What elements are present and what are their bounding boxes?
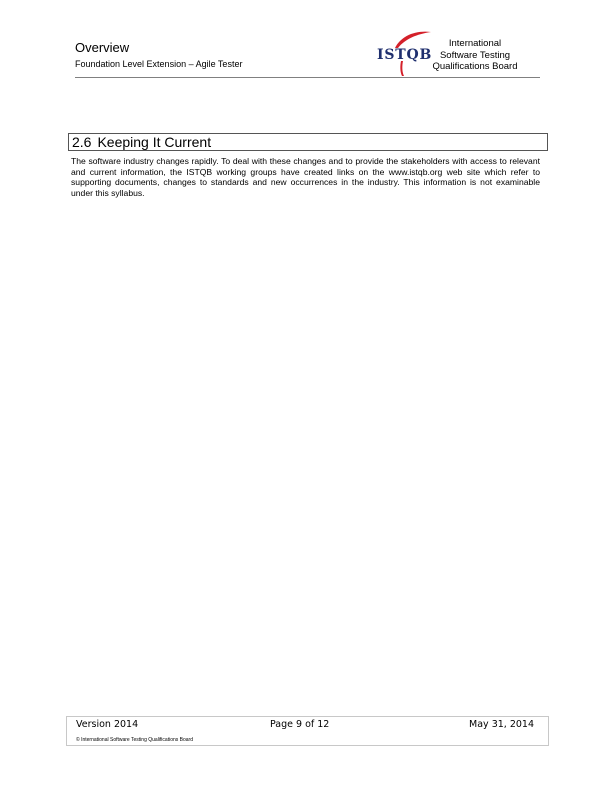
section-heading-box [68,133,548,151]
footer-page-number: Page 9 of 12 [270,719,330,730]
footer-version: Version 2014 [76,719,139,730]
page-footer [66,716,549,746]
section-number: 2.6 [72,134,92,150]
logo-tail-icon [400,61,404,76]
header-divider [75,77,540,78]
header-organization [425,38,525,73]
logo-wordmark: ISTQB [377,47,433,63]
section-heading [72,134,211,150]
header-title: Overview [75,40,130,55]
org-line-1: International [448,38,502,49]
org-line-2: Software Testing [439,49,511,61]
org-line-3: Qualifications Board [432,61,518,72]
footer-copyright: © International Software Testing Qualifications Board [76,737,193,743]
section-title: Keeping It Current [97,134,212,150]
footer-date: May 31, 2014 [469,719,534,730]
header-subtitle: Foundation Level Extension – Agile Tester [75,59,243,69]
page-header-left [75,40,242,70]
section-paragraph: The software industry changes rapidly. To deal with these changes and to provide the stakeholders with access to relevant and current information, the ISTQB working groups have created links on the www.istqb.org web site which refer to supporting documents, changes to standards and new occurrences in the industry. This information is not examinable under this syllabus. [71,156,540,198]
